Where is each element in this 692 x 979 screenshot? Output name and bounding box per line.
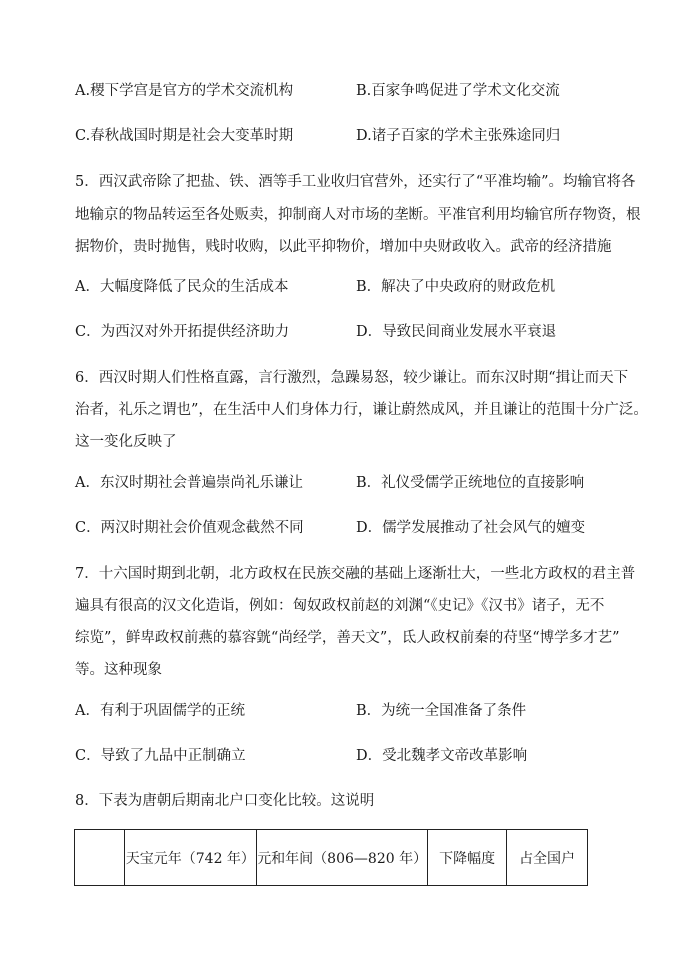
population-table [74, 829, 588, 886]
table-header-row [75, 830, 588, 886]
q5-option-c: C．为西汉对外开拓提供经济助力 [75, 324, 290, 340]
q7-stem-line-3: 综览”，鲜卑政权前燕的慕容皝“尚经学，善天文”，氐人政权前秦的苻坚“博学多才艺” [75, 630, 620, 646]
q6-stem-line-3: 这一变化反映了 [75, 434, 177, 450]
table-header-cell: 天宝元年（742 年） [124, 830, 257, 886]
q7-stem-line-1: 7．十六国时期到北朝，北方政权在民族交融的基础上逐渐壮大，一些北方政权的君主普 [75, 566, 636, 582]
q6-stem-line-1: 6．西汉时期人们性格直露，言行激烈，急躁易怒，较少谦让。而东汉时期“揖让而天下 [75, 370, 629, 386]
q4-option-d: D.诸子百家的学术主张殊途同归 [356, 128, 561, 144]
q7-option-d: D．受北魏孝文帝改革影响 [356, 748, 528, 764]
table-header-cell [75, 830, 125, 886]
q5-stem-line-1: 5．西汉武帝除了把盐、铁、酒等手工业收归官营外，还实行了“平准均输”。均输官将各 [75, 174, 636, 190]
q7-stem-line-4: 等。这种现象 [75, 662, 162, 678]
q6-stem-line-2: 治者，礼乐之谓也”，在生活中人们身体力行，谦让蔚然成风，并且谦让的范围十分广泛。 [75, 402, 648, 418]
q7-option-c: C．导致了九品中正制确立 [75, 748, 246, 764]
q4-option-c: C.春秋战国时期是社会大变革时期 [75, 128, 294, 144]
table-header-cell: 下降幅度 [428, 830, 507, 886]
q5-stem-line-2: 地输京的物品转运至各处贩卖，抑制商人对市场的垄断。平准官利用均输官所存物资，根 [75, 207, 641, 223]
q8-stem: 8．下表为唐朝后期南北户口变化比较。这说明 [75, 793, 375, 809]
q4-option-a: A.稷下学宫是官方的学术交流机构 [75, 83, 294, 99]
table-header-cell: 元和年间（806—820 年） [257, 830, 428, 886]
q5-option-b: B．解决了中央政府的财政危机 [356, 279, 556, 295]
q6-option-d: D．儒学发展推动了社会风气的嬗变 [356, 520, 586, 536]
q7-stem-line-2: 遍具有很高的汉文化造诣，例如：匈奴政权前赵的刘渊“《史记》《汉书》诸子，无不 [75, 598, 605, 614]
q7-option-b: B．为统一全国准备了条件 [356, 703, 527, 719]
q6-option-c: C．两汉时期社会价值观念截然不同 [75, 520, 304, 536]
q6-option-a: A．东汉时期社会普遍崇尚礼乐谦让 [75, 475, 303, 491]
table-header-cell: 占全国户 [507, 830, 588, 886]
q5-option-d: D．导致民间商业发展水平衰退 [356, 324, 557, 340]
q7-option-a: A．有利于巩固儒学的正统 [75, 703, 245, 719]
q6-option-b: B．礼仪受儒学正统地位的直接影响 [356, 475, 585, 491]
q5-stem-line-3: 据物价，贵时抛售，贱时收购，以此平抑物价，增加中央财政收入。武帝的经济措施 [75, 239, 612, 255]
q5-option-a: A．大幅度降低了民众的生活成本 [75, 279, 289, 295]
q4-option-b: B.百家争鸣促进了学术文化交流 [356, 83, 560, 99]
